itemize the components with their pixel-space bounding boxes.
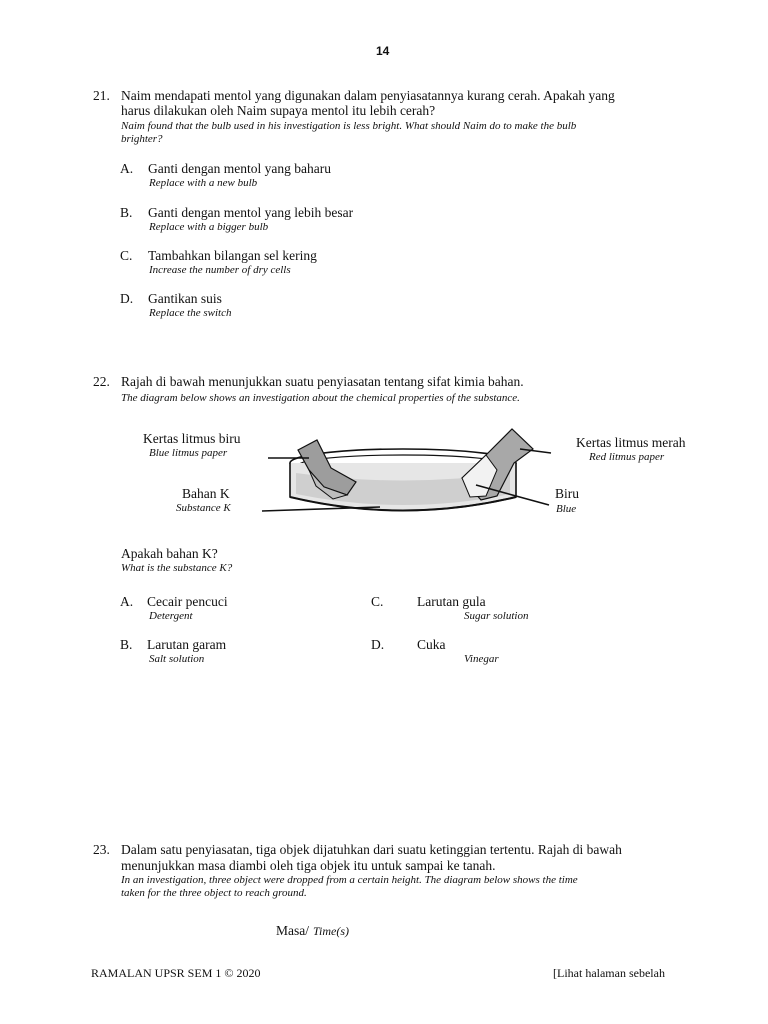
option-b-en: Replace with a bigger bulb — [149, 221, 269, 233]
option-letter: B. — [120, 205, 133, 220]
label-red-litmus-en: Red litmus paper — [589, 451, 665, 463]
label-blue-litmus-en: Blue litmus paper — [149, 447, 228, 459]
label-substance-k-en: Substance K — [176, 502, 231, 514]
table-header-bm: Masa/ — [276, 923, 309, 938]
option-d-bm[interactable]: Cuka — [417, 637, 446, 652]
question-number: 22. — [93, 374, 110, 389]
option-letter: A. — [120, 594, 134, 609]
option-a-en: Replace with a new bulb — [149, 177, 258, 189]
question-text-bm: Rajah di bawah menunjukkan suatu penyiasatan tentang sifat kimia bahan. — [121, 374, 524, 389]
option-b-bm[interactable]: Ganti dengan mentol yang lebih besar — [148, 205, 354, 220]
option-c-bm[interactable]: Tambahkan bilangan sel kering — [148, 248, 317, 263]
option-d-bm[interactable]: Gantikan suis — [148, 291, 222, 306]
option-a-bm[interactable]: Ganti dengan mentol yang baharu — [148, 161, 331, 176]
option-d-en: Vinegar — [464, 653, 499, 665]
question-text-en: brighter? — [121, 133, 163, 145]
label-result-en: Blue — [556, 503, 577, 515]
option-letter: D. — [371, 637, 385, 652]
sub-question-bm: Apakah bahan K? — [121, 546, 218, 561]
question-text-bm: harus dilakukan oleh Naim supaya mentol itu lebih cerah? — [121, 103, 436, 118]
question-text-bm: Naim mendapati mentol yang digunakan dalam penyiasatannya kurang cerah. Apakah yang — [121, 88, 615, 103]
question-number: 21. — [93, 88, 110, 103]
option-letter: C. — [371, 594, 384, 609]
footer-right: [Lihat halaman sebelah — [553, 966, 665, 980]
label-result-bm: Biru — [555, 486, 580, 501]
option-d-en: Replace the switch — [149, 307, 232, 319]
option-letter: B. — [120, 637, 133, 652]
table-header-en: Time(s) — [313, 924, 349, 938]
option-c-en: Increase the number of dry cells — [149, 264, 291, 276]
label-blue-litmus-bm: Kertas litmus biru — [143, 431, 241, 446]
question-text-bm: menunjukkan masa diambi oleh tiga objek itu untuk sampai ke tanah. — [121, 858, 496, 873]
question-text-en: In an investigation, three object were dropped from a certain height. The diagram below shows the time — [121, 874, 578, 886]
footer-left: RAMALAN UPSR SEM 1 © 2020 — [91, 966, 261, 980]
question-number: 23. — [93, 842, 110, 857]
option-letter: D. — [120, 291, 134, 306]
question-text-bm: Dalam satu penyiasatan, tiga objek dijatuhkan dari suatu ketinggian tertentu. Rajah di bawah — [121, 842, 622, 857]
option-c-bm[interactable]: Larutan gula — [417, 594, 486, 609]
option-b-bm[interactable]: Larutan garam — [147, 637, 227, 652]
sub-question-en: What is the substance K? — [121, 562, 233, 574]
label-substance-k-bm: Bahan K — [182, 486, 230, 501]
label-red-litmus-bm: Kertas litmus merah — [576, 435, 686, 450]
question-text-en: Naim found that the bulb used in his investigation is less bright. What should Naim do to make the bulb — [121, 120, 577, 132]
option-letter: C. — [120, 248, 133, 263]
option-a-bm[interactable]: Cecair pencuci — [147, 594, 228, 609]
option-b-en: Salt solution — [149, 653, 205, 665]
option-letter: A. — [120, 161, 134, 176]
question-text-en: taken for the three object to reach ground. — [121, 887, 307, 899]
option-c-en: Sugar solution — [464, 610, 529, 622]
question-text-en: The diagram below shows an investigation about the chemical properties of the substance. — [121, 392, 520, 404]
table-header — [276, 922, 349, 940]
option-a-en: Detergent — [149, 610, 193, 622]
page-number: 14 — [376, 44, 390, 58]
